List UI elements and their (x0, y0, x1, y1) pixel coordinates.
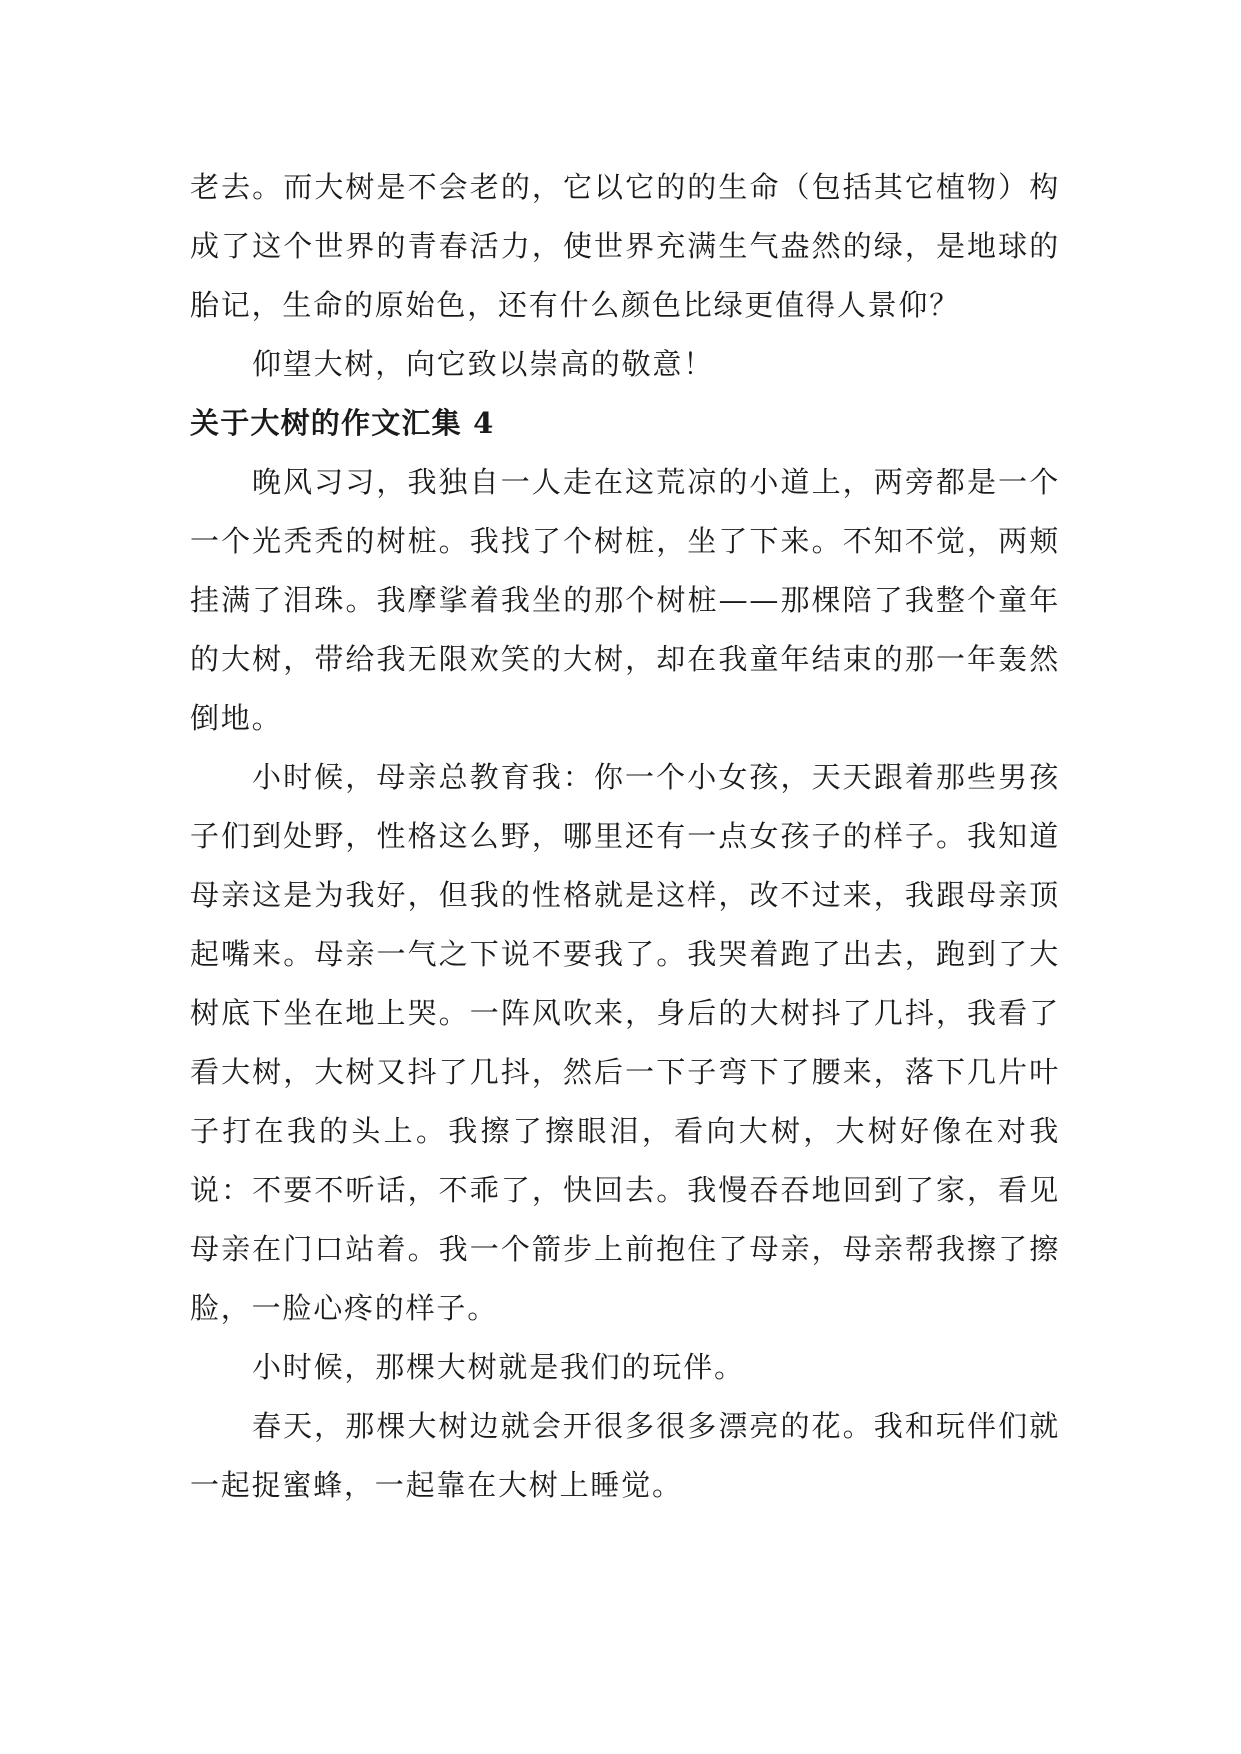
paragraph-playmate: 小时候，那棵大树就是我们的玩伴。 (252, 1350, 745, 1384)
section-heading: 关于大树的作文汇集 4 (190, 406, 495, 440)
paragraph-evening-wind: 晚风习习，我独自一人走在这荒凉的小道上，两旁都是一个一个光秃秃的树桩。我找了个树桩，坐了下来。不知不觉，两颊挂满了泪珠。我摩挲着我坐的那个树桩——那棵陪了我整个童年的大树，带给我无限欢笑的大树，却在我童年结束的那一年轰然倒地。 (190, 465, 1060, 735)
document-page (190, 158, 1060, 1515)
paragraph-continued: 老去。而大树是不会老的，它以它的的生命（包括其它植物）构成了这个世界的青春活力，使世界充满生气盎然的绿，是地球的胎记，生命的原始色，还有什么颜色比绿更值得人景仰？ (190, 170, 1060, 322)
paragraph-childhood-mother: 小时候，母亲总教育我：你一个小女孩，天天跟着那些男孩子们到处野，性格这么野，哪里还有一点女孩子的样子。我知道母亲这是为我好，但我的性格就是这样，改不过来，我跟母亲顶起嘴来。母亲一气之下说不要我了。我哭着跑了出去，跑到了大树底下坐在地上哭。一阵风吹来，身后的大树抖了几抖，我看了看大树，大树又抖了几抖，然后一下子弯下了腰来，落下几片叶子打在我的头上。我擦了擦眼泪，看向大树，大树好像在对我说：不要不听话，不乖了，快回去。我慢吞吞地回到了家，看见母亲在门口站着。我一个箭步上前抱住了母亲，母亲帮我擦了擦脸，一脸心疼的样子。 (190, 760, 1060, 1325)
paragraph-spring: 春天，那棵大树边就会开很多很多漂亮的花。我和玩伴们就一起捉蜜蜂，一起靠在大树上睡觉。 (190, 1409, 1060, 1502)
paragraph-salute: 仰望大树，向它致以崇高的敬意！ (252, 347, 715, 381)
